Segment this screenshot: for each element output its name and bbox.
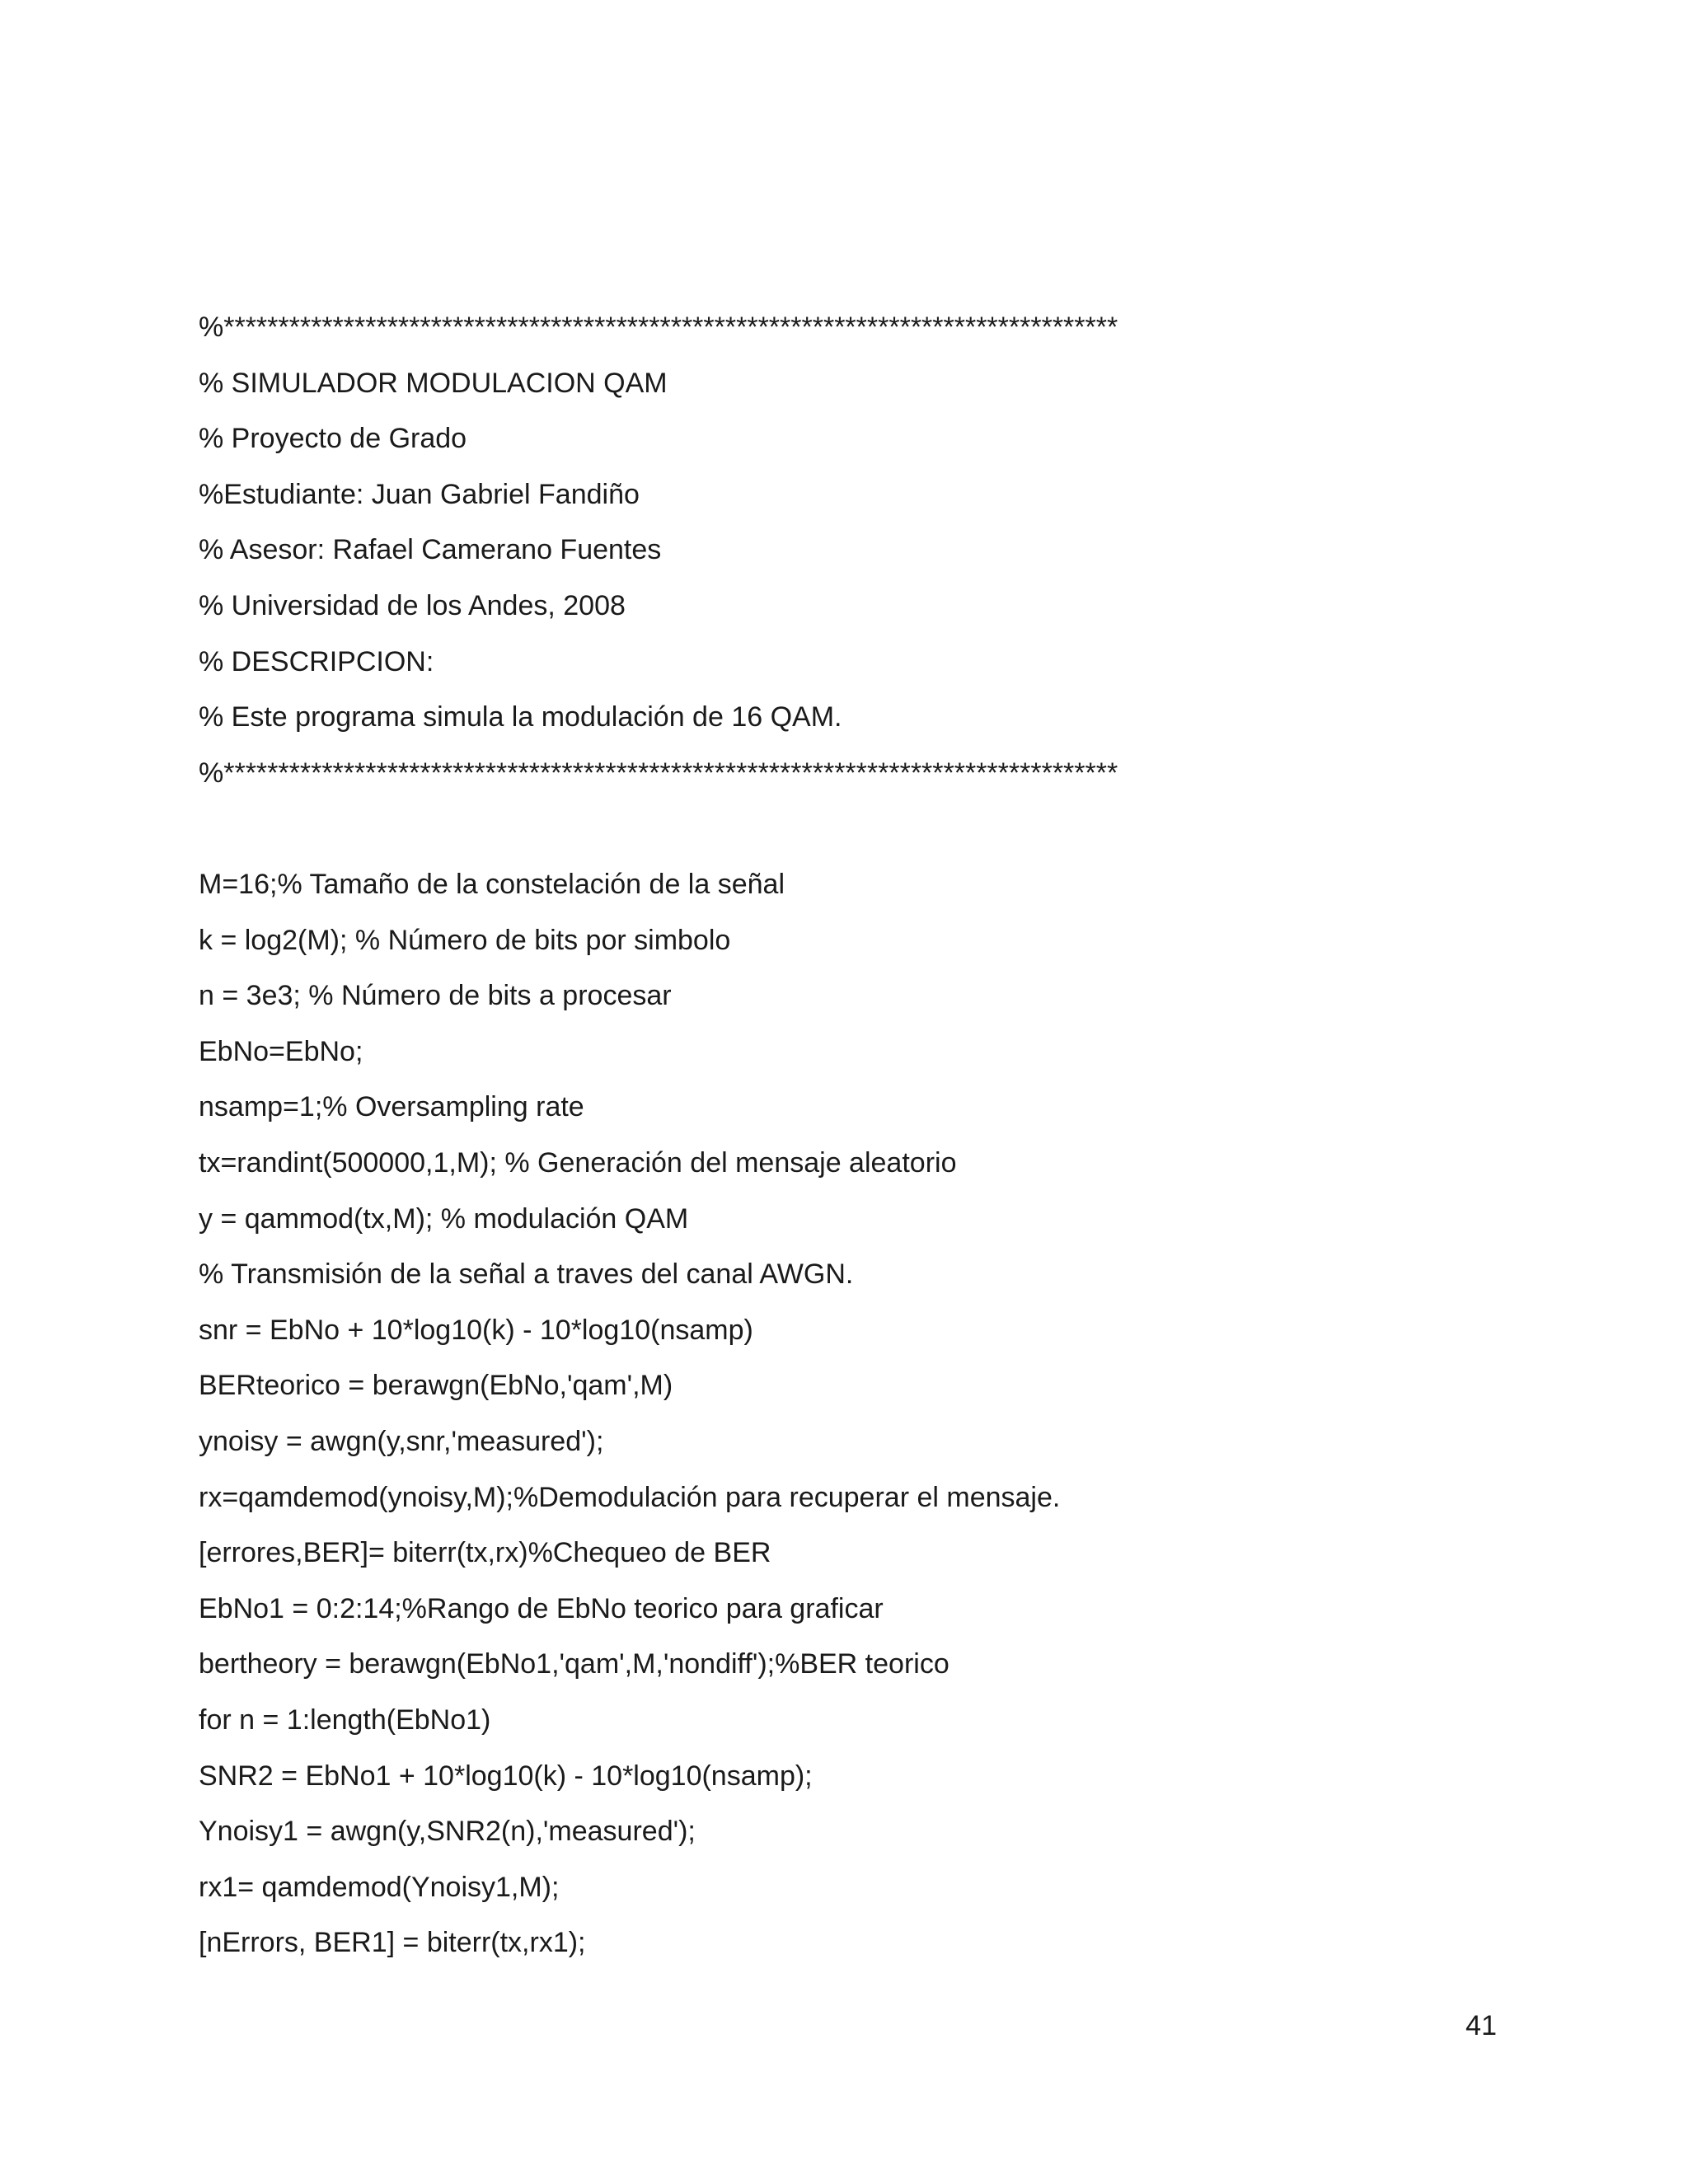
code-line: rx1= qamdemod(Ynoisy1,M); <box>199 1871 560 1903</box>
comment-project: % Proyecto de Grado <box>199 423 467 455</box>
comment-advisor: % Asesor: Rafael Camerano Fuentes <box>199 534 662 566</box>
code-line: [errores,BER]= biterr(tx,rx)%Chequeo de BER <box>199 1537 771 1569</box>
comment-university: % Universidad de los Andes, 2008 <box>199 589 626 621</box>
page-number: 41 <box>1465 2010 1497 2041</box>
code-line: EbNo1 = 0:2:14;%Rango de EbNo teorico para graficar <box>199 1592 884 1624</box>
comment-description: % Este programa simula la modulación de 16 QAM. <box>199 701 842 733</box>
comment-border-top: %********************************************************************************** <box>199 312 1118 343</box>
header-comment-block <box>199 300 1534 801</box>
code-block <box>199 857 1534 1971</box>
code-line: % Transmisión de la señal a traves del canal AWGN. <box>199 1258 854 1291</box>
code-line: ynoisy = awgn(y,snr,'measured'); <box>199 1425 604 1457</box>
code-line: BERteorico = berawgn(EbNo,'qam',M) <box>199 1370 673 1402</box>
code-line: [nErrors, BER1] = biterr(tx,rx1); <box>199 1927 586 1959</box>
code-line: rx=qamdemod(ynoisy,M);%Demodulación para recuperar el mensaje. <box>199 1481 1061 1513</box>
code-line: tx=randint(500000,1,M); % Generación del mensaje aleatorio <box>199 1146 957 1179</box>
code-line: y = qammod(tx,M); % modulación QAM <box>199 1202 689 1235</box>
code-line: snr = EbNo + 10*log10(k) - 10*log10(nsamp) <box>199 1314 753 1346</box>
comment-title: % SIMULADOR MODULACION QAM <box>199 367 668 399</box>
code-line: n = 3e3; % Número de bits a procesar <box>199 980 672 1012</box>
code-line: SNR2 = EbNo1 + 10*log10(k) - 10*log10(nsamp); <box>199 1760 813 1792</box>
code-line: Ynoisy1 = awgn(y,SNR2(n),'measured'); <box>199 1816 696 1848</box>
code-line: bertheory = berawgn(EbNo1,'qam',M,'nondiff');%BER teorico <box>199 1648 950 1680</box>
code-line: k = log2(M); % Número de bits por simbolo <box>199 924 731 956</box>
comment-description-label: % DESCRIPCION: <box>199 645 434 677</box>
code-line: EbNo=EbNo; <box>199 1035 363 1067</box>
comment-border-bottom: %********************************************************************************** <box>199 757 1118 789</box>
code-line: for n = 1:length(EbNo1) <box>199 1704 491 1736</box>
comment-student: %Estudiante: Juan Gabriel Fandiño <box>199 478 640 510</box>
code-line: nsamp=1;% Oversampling rate <box>199 1091 584 1123</box>
code-line: M=16;% Tamaño de la constelación de la señal <box>199 869 785 900</box>
